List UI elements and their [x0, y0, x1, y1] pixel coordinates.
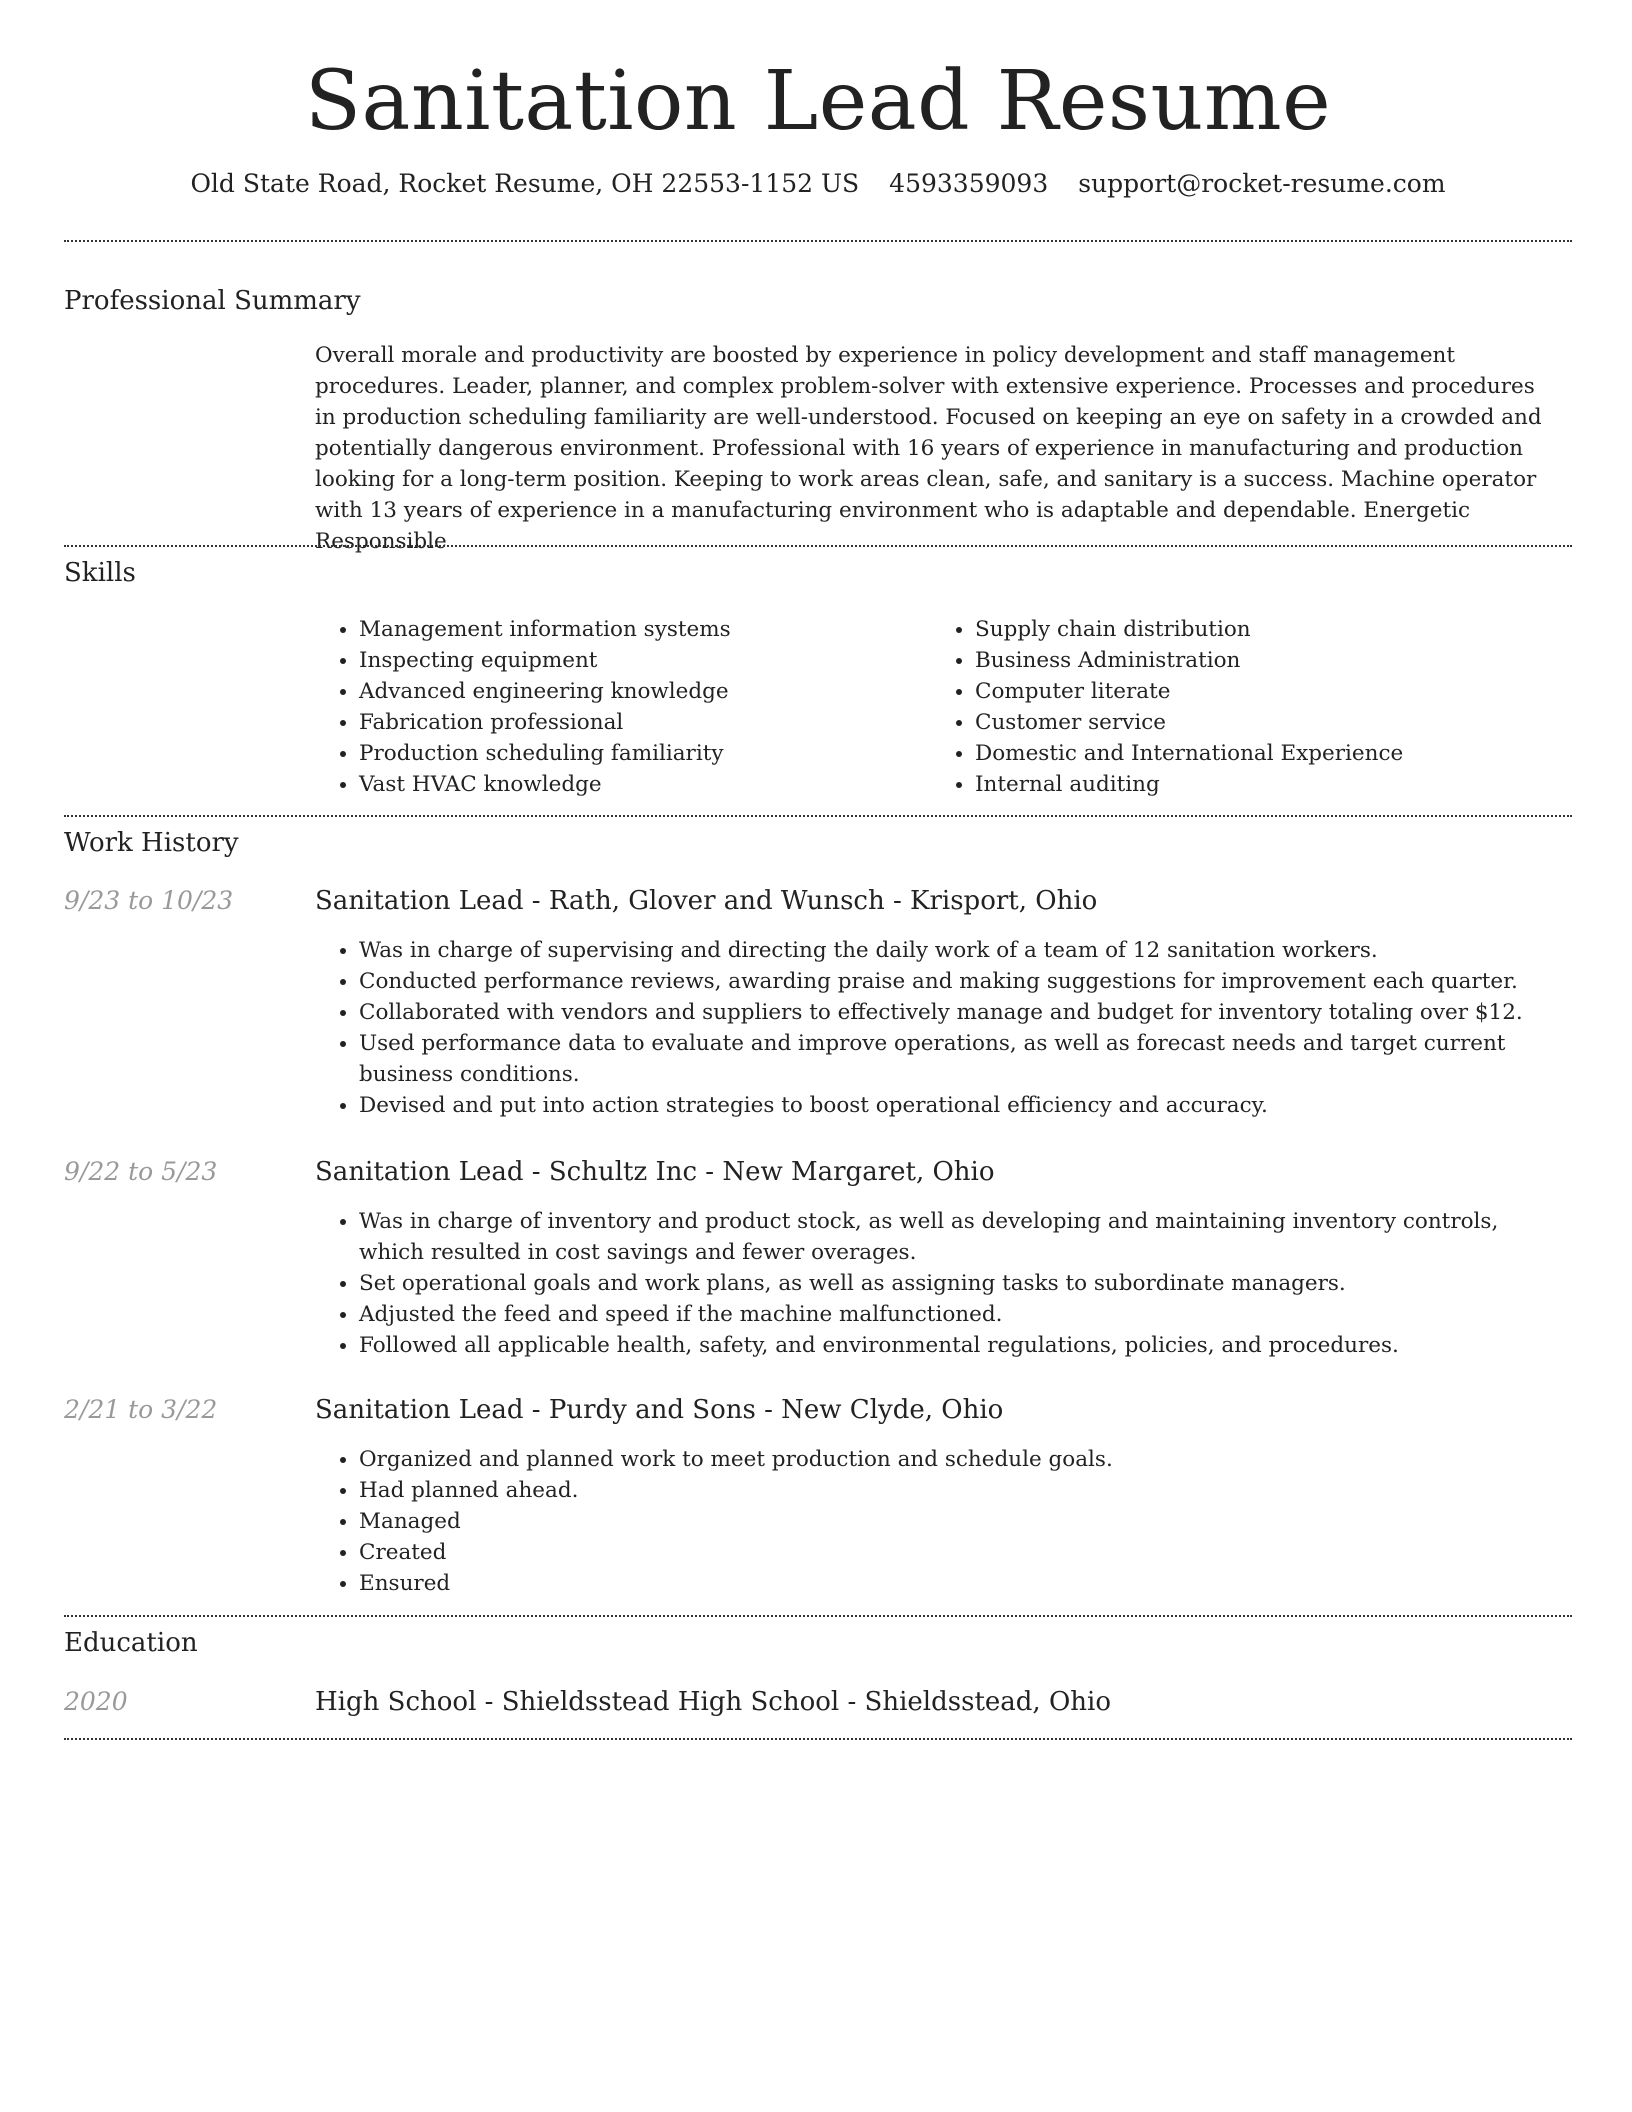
section-heading-summary: Professional Summary — [64, 286, 361, 316]
job-title: Sanitation Lead - Schultz Inc - New Margaret, Ohio — [315, 1157, 995, 1187]
divider — [64, 1738, 1572, 1740]
education-year: 2020 — [64, 1687, 128, 1716]
job-bullet: • Used performance data to evaluate and improve operations, as well as forecast needs and target current business conditions. — [359, 1028, 1555, 1090]
skill-item: • Business Administration — [975, 645, 1531, 676]
contact-address: Old State Road, Rocket Resume, OH 22553-1152 US — [190, 169, 860, 198]
section-heading-skills: Skills — [64, 558, 136, 588]
job-bullet: • Set operational goals and work plans, as well as assigning tasks to subordinate managers. — [359, 1268, 1555, 1299]
job-bullet: • Devised and put into action strategies to boost operational efficiency and accuracy. — [359, 1090, 1555, 1121]
job-bullet: • Conducted performance reviews, awarding praise and making suggestions for improvement each quarter. — [359, 966, 1555, 997]
contact-email[interactable]: support@rocket-resume.com — [1078, 169, 1446, 198]
job-bullet: • Had planned ahead. — [359, 1475, 1555, 1506]
job-dates: 2/21 to 3/22 — [64, 1395, 218, 1424]
skill-item: • Management information systems — [359, 614, 915, 645]
job-bullet: • Ensured — [359, 1568, 1555, 1599]
skill-item: • Production scheduling familiarity — [359, 738, 915, 769]
job-bullets — [315, 935, 1555, 1121]
section-heading-education: Education — [64, 1628, 198, 1658]
job-bullet: • Followed all applicable health, safety, and environmental regulations, policies, and procedures. — [359, 1330, 1555, 1361]
job-bullet: • Managed — [359, 1506, 1555, 1537]
job-dates: 9/23 to 10/23 — [64, 886, 234, 915]
job-bullet: • Adjusted the feed and speed if the machine malfunctioned. — [359, 1299, 1555, 1330]
job-title: Sanitation Lead - Rath, Glover and Wunsch - Krisport, Ohio — [315, 886, 1098, 916]
job-bullet: • Created — [359, 1537, 1555, 1568]
job-title: Sanitation Lead - Purdy and Sons - New Clyde, Ohio — [315, 1395, 1004, 1425]
job-bullets — [315, 1206, 1555, 1361]
job-bullet: • Was in charge of inventory and product stock, as well as developing and maintaining inventory controls, which resulted in cost savings and fewer overages. — [359, 1206, 1555, 1268]
job-bullet: • Collaborated with vendors and suppliers to effectively manage and budget for inventory totaling over $12. — [359, 997, 1555, 1028]
skill-item: • Inspecting equipment — [359, 645, 915, 676]
job-dates: 9/22 to 5/23 — [64, 1157, 218, 1186]
skill-item: • Supply chain distribution — [975, 614, 1531, 645]
skill-item: • Vast HVAC knowledge — [359, 769, 915, 800]
divider — [64, 1615, 1572, 1617]
skills-column-left — [315, 614, 915, 800]
skill-item: • Customer service — [975, 707, 1531, 738]
skill-item: • Domestic and International Experience — [975, 738, 1531, 769]
divider — [64, 545, 1572, 547]
skill-item: • Internal auditing — [975, 769, 1531, 800]
skill-item: • Advanced engineering knowledge — [359, 676, 915, 707]
skills-column-right — [931, 614, 1531, 800]
job-bullet: • Was in charge of supervising and directing the daily work of a team of 12 sanitation workers. — [359, 935, 1555, 966]
job-bullet: • Organized and planned work to meet production and schedule goals. — [359, 1444, 1555, 1475]
contact-line — [64, 166, 1572, 202]
section-heading-work: Work History — [64, 828, 239, 858]
skill-item: • Computer literate — [975, 676, 1531, 707]
resume-page — [64, 0, 1572, 1717]
job-bullets — [315, 1444, 1555, 1599]
education-title: High School - Shieldsstead High School - Shieldsstead, Ohio — [315, 1687, 1111, 1717]
resume-title: Sanitation Lead Resume — [304, 54, 1332, 149]
summary-text: Overall morale and productivity are boosted by experience in policy development and staff management procedures. Leader, planner, and complex problem-solver with extensive experience. Processes and procedures in production scheduling familiarity are well-understood. Focused on keeping an eye on safety in a crowded and potentially dangerous environment. Professional with 16 years of experience in manufacturing and production looking for a long-term position. Keeping to work areas clean, safe, and sanitary is a success. Machine operator with 13 years of experience in a manufacturing environment who is adaptable and dependable. Energetic Responsible — [315, 343, 1542, 554]
divider — [64, 815, 1572, 817]
divider — [64, 240, 1572, 242]
contact-phone: 4593359093 — [889, 169, 1049, 198]
skill-item: • Fabrication professional — [359, 707, 915, 738]
